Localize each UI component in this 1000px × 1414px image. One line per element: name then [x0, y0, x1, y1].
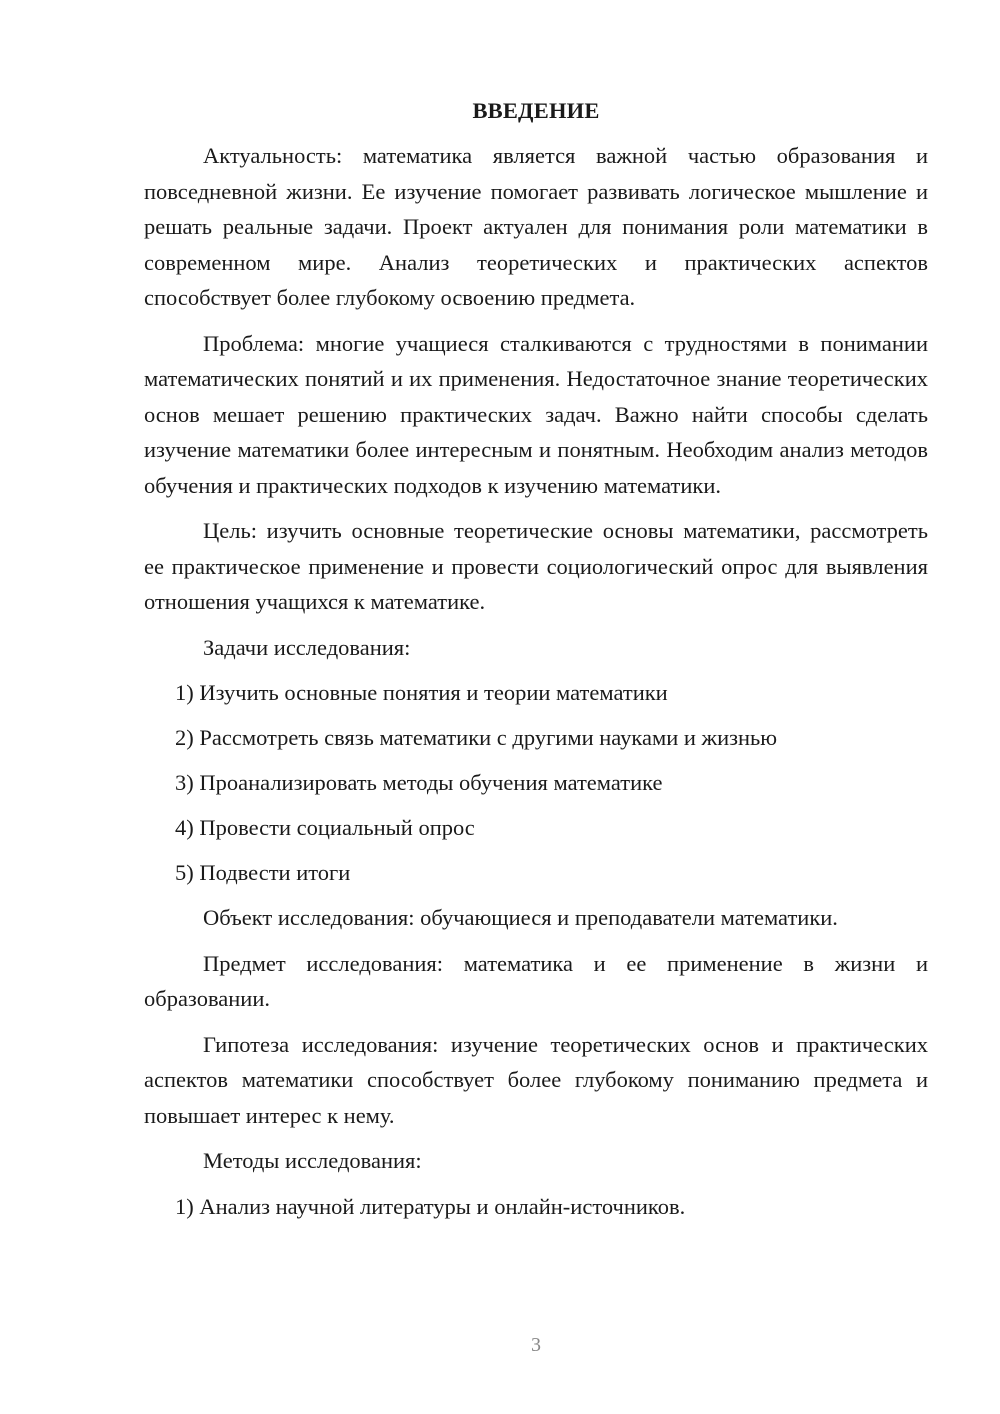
problem-paragraph: Проблема: многие учащиеся сталкиваются с трудностями в понимании математических понятий и их применения. Недостаточное знание теоретических основ мешает решению практических задач. Важно найти способы сделать изучение математики более интересным и понятным. Необходим анализ методов обучения и практических подходов к изучению математики.	[144, 330, 928, 498]
relevance-paragraph: Актуальность: математика является важной частью образования и повседневной жизни. Ее изучение помогает развивать логическое мышление и решать реальные задачи. Проект актуален для понимания роли математики в современном мире. Анализ теоретических и практических аспектов способствует более глубокому освоению предмета.	[144, 143, 928, 310]
object-paragraph: Объект исследования: обучающиеся и преподаватели математики.	[203, 905, 838, 930]
methods-list	[144, 1189, 928, 1225]
list-item: 4) Провести социальный опрос	[175, 815, 475, 840]
list-item: 2) Рассмотреть связь математики с другими науками и жизнью	[175, 725, 778, 750]
list-item: 1) Изучить основные понятия и теории математики	[175, 680, 668, 705]
methods-heading: Методы исследования:	[203, 1148, 422, 1173]
page-number: 3	[531, 1334, 541, 1356]
subject-paragraph: Предмет исследования: математика и ее применение в жизни и образовании.	[144, 950, 928, 1011]
list-item: 1) Анализ научной литературы и онлайн-источников.	[175, 1193, 686, 1219]
goal-paragraph: Цель: изучить основные теоретические основы математики, рассмотреть ее практическое применение и провести социологический опрос для выявления отношения учащихся к математике.	[144, 518, 928, 614]
tasks-heading: Задачи исследования:	[203, 634, 411, 660]
section-title: ВВЕДЕНИЕ	[472, 98, 600, 123]
page-content	[144, 96, 928, 1234]
list-item: 3) Проанализировать методы обучения математике	[175, 770, 663, 795]
tasks-list	[144, 675, 928, 891]
list-item: 5) Подвести итоги	[175, 860, 351, 885]
hypothesis-paragraph: Гипотеза исследования: изучение теоретических основ и практических аспектов математики способствует более глубокому пониманию предмета и повышает интерес к нему.	[144, 1031, 928, 1128]
